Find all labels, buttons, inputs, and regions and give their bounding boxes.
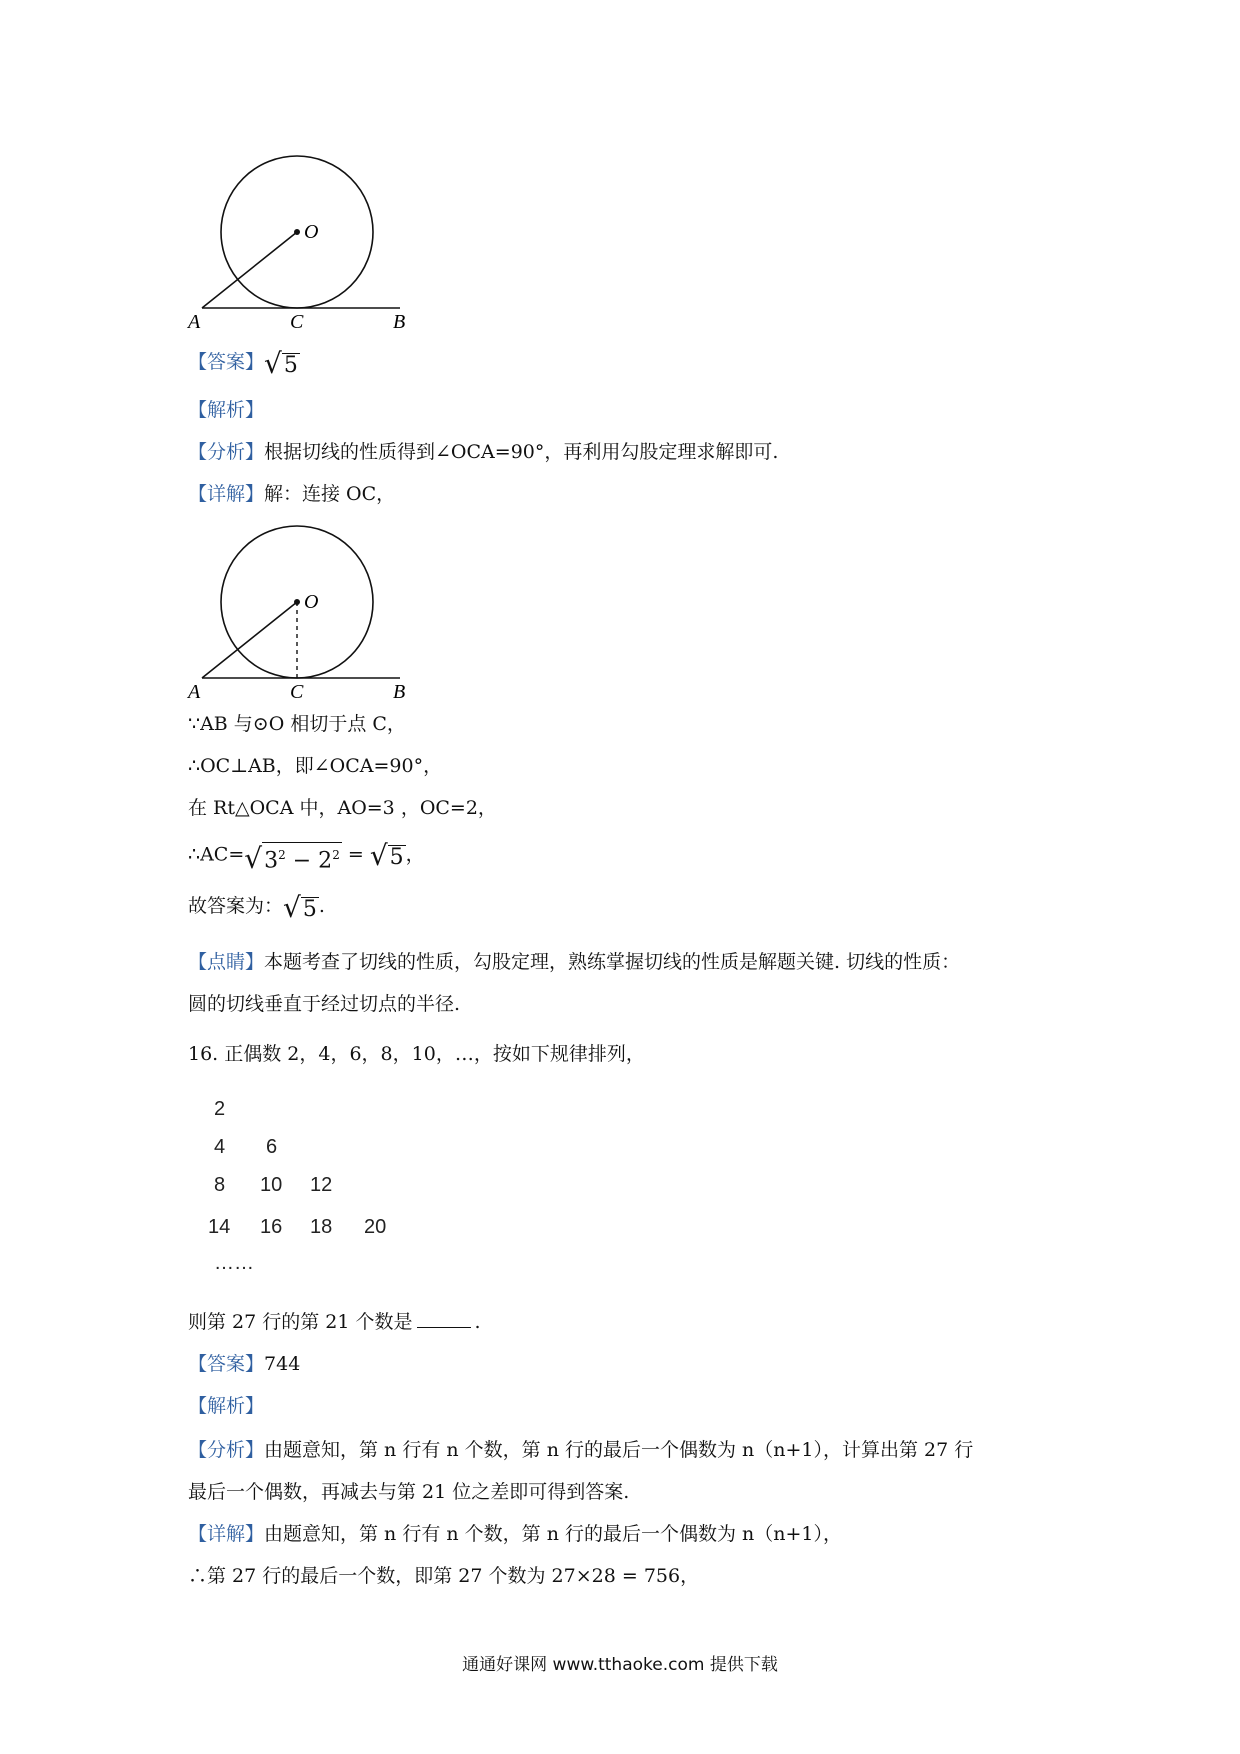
q15-step1: ∵AB 与⊙O 相切于点 C， (188, 713, 406, 735)
point-label-o: O (304, 221, 319, 243)
sqrt-expression: √ $3^2 - 2^2$ (244, 842, 340, 876)
answer-blank (417, 1309, 471, 1328)
dianjing-tag: 【点睛】 (188, 951, 265, 973)
xiangjie-tag: 【详解】 (188, 1523, 265, 1545)
q16-step1: ∴第 27 行的最后一个数，即第 27 个数为 27×28 = 756， (188, 1565, 700, 1587)
q15-dianjing-line2: 圆的切线垂直于经过切点的半径. (188, 993, 461, 1015)
question-prefix: 则第 27 行的第 21 个数是 (188, 1311, 413, 1333)
q15-step5 (188, 892, 325, 922)
q16-jiexi-tag: 【解析】 (188, 1395, 265, 1417)
question-suffix: . (474, 1311, 481, 1333)
number-cell: 16 (260, 1216, 283, 1238)
number-cell: 20 (364, 1216, 387, 1238)
answer-tag: 【答案】 (188, 1353, 265, 1375)
step4-a: 3 (264, 848, 279, 874)
q16-answer-line (188, 1350, 300, 1378)
q15-jiexi-tag: 【解析】 (188, 399, 265, 421)
number-cell: 18 (310, 1216, 333, 1238)
number-cell: 12 (310, 1174, 333, 1196)
step4-prefix: ∴AC= (188, 843, 245, 866)
q15-step3: 在 Rt△OCA 中，AO=3 ，OC=2， (188, 797, 497, 819)
number-cell: 6 (266, 1136, 278, 1158)
step5-suffix: . (318, 895, 325, 917)
q15-step2: ∴OC⊥AB，即∠OCA=90°， (188, 755, 443, 777)
point-label-a: A (188, 681, 201, 703)
step4-eq: = (341, 843, 370, 866)
q15-xiangjie-line (188, 480, 395, 508)
xiangjie-text: 解：连接 OC， (264, 483, 396, 505)
q16-fenxi-line2: 最后一个偶数，再减去与第 21 位之差即可得到答案. (188, 1481, 630, 1503)
number-cell: 14 (208, 1216, 231, 1238)
point-label-b: B (393, 311, 406, 333)
answer-tag: 【答案】 (188, 351, 265, 373)
sqrt-expression: √ 5 (283, 890, 317, 924)
tangent-circle-diagram (180, 140, 440, 340)
number-cell: 2 (214, 1098, 226, 1120)
step5-prefix: 故答案为： (188, 895, 284, 917)
step4-suffix: ， (405, 843, 425, 866)
sqrt-expression: √ 5 (369, 839, 404, 873)
fenxi-text1: 由题意知，第 n 行有 n 个数，第 n 行的最后一个偶数为 n（n+1），计算出第 27 行 (264, 1439, 974, 1461)
step5-res: 5 (302, 896, 317, 922)
fenxi-text: 根据切线的性质得到∠OCA=90°，再利用勾股定理求解即可. (264, 441, 779, 463)
point-label-o: O (304, 591, 319, 613)
point-label-c: C (290, 681, 304, 703)
q15-answer-line (188, 348, 300, 378)
step4-exp: 2 (332, 848, 340, 862)
number-cell: 8 (214, 1174, 226, 1196)
xiangjie-text: 由题意知，第 n 行有 n 个数，第 n 行的最后一个偶数为 n（n+1）， (264, 1523, 842, 1545)
q15-fenxi-line (188, 438, 778, 466)
dianjing-text1: 本题考查了切线的性质，勾股定理，熟练掌握切线的性质是解题关键. 切线的性质： (264, 951, 961, 973)
tangent-circle-diagram-with-oc (180, 510, 440, 710)
xiangjie-tag: 【详解】 (188, 483, 265, 505)
point-label-b: B (393, 681, 406, 703)
point-label-a: A (188, 311, 201, 333)
number-cell: 10 (260, 1174, 283, 1196)
q15-dianjing-line1 (188, 948, 960, 976)
q16-stem: 16. 正偶数 2，4，6，8，10，…，按如下规律排列， (188, 1043, 645, 1065)
step4-res: 5 (389, 845, 404, 871)
page-footer: 通通好课网 www.tthaoke.com 提供下载 (462, 1655, 778, 1675)
point-label-c: C (290, 311, 304, 333)
q16-xiangjie-line (188, 1520, 842, 1548)
sqrt-expression: √ 5 (264, 346, 298, 380)
ellipsis: …… (214, 1252, 254, 1274)
q16-fenxi-line1 (188, 1436, 973, 1464)
answer-value: 744 (264, 1353, 301, 1375)
step4-minus: − 2 (285, 848, 333, 874)
fenxi-tag: 【分析】 (188, 441, 265, 463)
number-cell: 4 (214, 1136, 226, 1158)
answer-value: 5 (283, 352, 298, 378)
fenxi-tag: 【分析】 (188, 1439, 265, 1461)
q16-question (188, 1308, 481, 1336)
q15-step4 (188, 838, 425, 876)
